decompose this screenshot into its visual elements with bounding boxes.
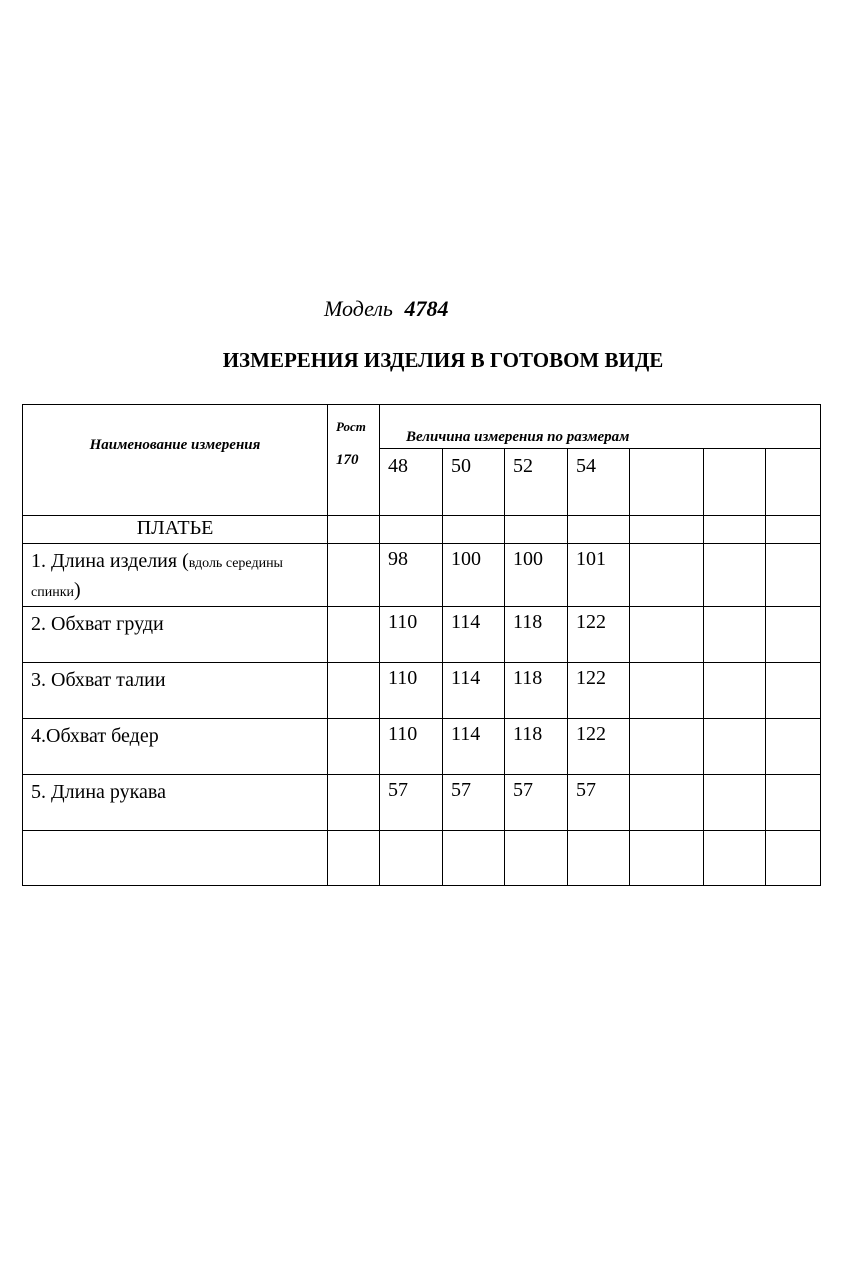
- rost-value: 170: [336, 452, 359, 468]
- empty-cell: [704, 775, 766, 831]
- empty-cell: [704, 607, 766, 663]
- rost-cell: [328, 719, 380, 775]
- header-measurement-name: Наименование измерения: [23, 405, 328, 516]
- value-cell: 118: [505, 719, 568, 775]
- empty-cell: [704, 719, 766, 775]
- table-row: [23, 607, 821, 663]
- empty-cell: [766, 449, 821, 516]
- value-cell: 98: [380, 544, 443, 607]
- size-header: 50: [443, 449, 505, 516]
- table-row: [23, 544, 821, 607]
- value-cell: 100: [505, 544, 568, 607]
- empty-cell: [505, 831, 568, 886]
- value-cell: 101: [568, 544, 630, 607]
- value-cell: 118: [505, 607, 568, 663]
- rost-cell: [328, 775, 380, 831]
- measurement-name: 2. Обхват груди: [23, 607, 328, 663]
- measurement-name: 5. Длина рукава: [23, 775, 328, 831]
- empty-cell: [630, 607, 704, 663]
- rost-cell: [328, 607, 380, 663]
- value-cell: 57: [443, 775, 505, 831]
- empty-cell: [380, 831, 443, 886]
- empty-cell: [704, 449, 766, 516]
- header-rost: [328, 405, 380, 516]
- model-line: [324, 296, 448, 322]
- table-row: [23, 775, 821, 831]
- value-cell: 114: [443, 607, 505, 663]
- measurement-name: 3. Обхват талии: [23, 663, 328, 719]
- empty-cell: [704, 663, 766, 719]
- empty-cell: [568, 831, 630, 886]
- value-cell: 57: [505, 775, 568, 831]
- empty-cell: [505, 516, 568, 544]
- table-row: [23, 719, 821, 775]
- measurement-name: [23, 544, 328, 607]
- value-cell: 110: [380, 719, 443, 775]
- measurement-name-text: 1. Длина изделия (: [31, 550, 189, 572]
- empty-cell: [766, 544, 821, 607]
- header-values-by-size: Величина измерения по размерам: [380, 405, 821, 449]
- empty-cell: [630, 516, 704, 544]
- table-row: [23, 831, 821, 886]
- measurement-name-end: ): [73, 579, 81, 601]
- value-cell: 110: [380, 663, 443, 719]
- model-number: 4784: [404, 296, 449, 321]
- empty-cell: [328, 516, 380, 544]
- value-cell: 122: [568, 719, 630, 775]
- empty-cell: [630, 663, 704, 719]
- value-cell: 122: [568, 663, 630, 719]
- value-cell: 110: [380, 607, 443, 663]
- empty-cell: [704, 831, 766, 886]
- empty-cell: [380, 516, 443, 544]
- empty-cell: [568, 516, 630, 544]
- value-cell: 118: [505, 663, 568, 719]
- empty-cell: [766, 607, 821, 663]
- empty-cell: [766, 516, 821, 544]
- rost-cell: [328, 663, 380, 719]
- value-cell: 100: [443, 544, 505, 607]
- empty-cell: [630, 544, 704, 607]
- measurements-table: [22, 404, 821, 886]
- table-row: [23, 663, 821, 719]
- empty-cell: [766, 719, 821, 775]
- value-cell: 57: [568, 775, 630, 831]
- empty-cell: [630, 449, 704, 516]
- size-header: 52: [505, 449, 568, 516]
- empty-cell: [443, 831, 505, 886]
- empty-cell: [443, 516, 505, 544]
- measurement-name-note: вдоль середины спинки: [31, 556, 283, 600]
- rost-cell: [328, 544, 380, 607]
- value-cell: 57: [380, 775, 443, 831]
- empty-cell: [630, 831, 704, 886]
- size-header: 54: [568, 449, 630, 516]
- empty-cell: [23, 831, 328, 886]
- value-cell: 114: [443, 719, 505, 775]
- empty-cell: [766, 775, 821, 831]
- empty-cell: [766, 663, 821, 719]
- page-title: ИЗМЕРЕНИЯ ИЗДЕЛИЯ В ГОТОВОМ ВИДЕ: [222, 348, 664, 372]
- empty-cell: [766, 831, 821, 886]
- section-title: ПЛАТЬЕ: [23, 516, 328, 544]
- empty-cell: [704, 516, 766, 544]
- header-rost-label: Рост: [336, 419, 366, 434]
- empty-cell: [704, 544, 766, 607]
- size-header: 48: [380, 449, 443, 516]
- empty-cell: [328, 831, 380, 886]
- value-cell: 122: [568, 607, 630, 663]
- empty-cell: [630, 775, 704, 831]
- empty-cell: [630, 719, 704, 775]
- model-label: Модель: [324, 296, 393, 321]
- measurement-name: 4.Обхват бедер: [23, 719, 328, 775]
- value-cell: 114: [443, 663, 505, 719]
